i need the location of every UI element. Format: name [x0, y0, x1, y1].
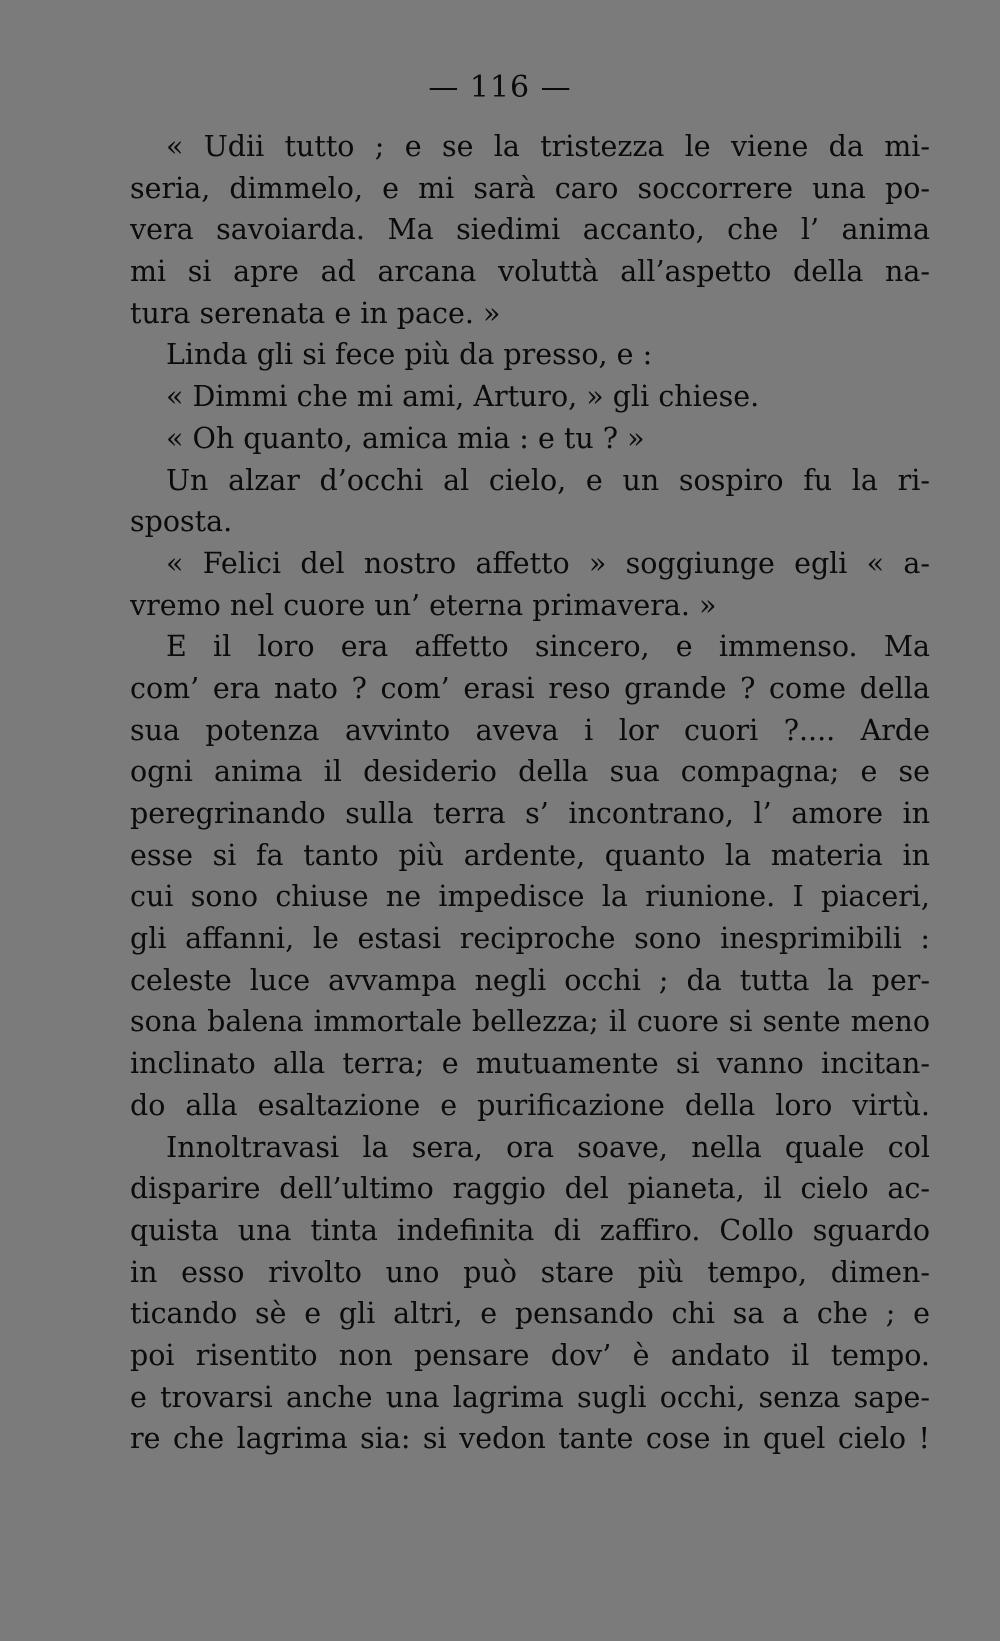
- text-line: sposta.: [130, 505, 233, 539]
- text-line: ticando sè e gli altri, e pensando chi sa a che ; e: [130, 1297, 930, 1331]
- body-text: [130, 126, 930, 1460]
- text-line: Linda gli si fece più da presso, e :: [166, 338, 653, 372]
- text-line: Innoltravasi la sera, ora soave, nella quale col: [166, 1130, 930, 1164]
- text-line: vremo nel cuore un’ eterna primavera. »: [130, 588, 717, 622]
- text-line: E il loro era affetto sincero, e immenso. Ma: [166, 630, 930, 664]
- page-number: — 116 —: [428, 70, 572, 105]
- text-line: com’ era nato ? com’ erasi reso grande ? come della: [130, 671, 930, 705]
- text-line: peregrinando sulla terra s’ incontrano, l’ amore in: [130, 797, 930, 830]
- text-line: vera savoiarda. Ma siedimi accanto, che l’ anima: [130, 213, 930, 247]
- text-line: « Udii tutto ; e se la tristezza le viene da mi-: [166, 130, 930, 163]
- text-line: « Felici del nostro affetto » soggiunge egli « a-: [166, 546, 930, 580]
- text-line: quista una tinta indefinita di zaffiro. Collo sguardo: [130, 1213, 930, 1247]
- text-line: sua potenza avvinto aveva i lor cuori ?.... Arde: [130, 713, 930, 747]
- text-line: sona balena immortale bellezza; il cuore si sente meno: [130, 1005, 930, 1039]
- text-line: celeste luce avvampa negli occhi ; da tutta la per-: [130, 963, 930, 997]
- text-line: Un alzar d’occhi al cielo, e un sospiro fu la ri-: [166, 463, 930, 497]
- text-line: gli affanni, le estasi reciproche sono inesprimibili :: [130, 922, 930, 956]
- text-line: « Oh quanto, amica mia : e tu ? »: [166, 421, 645, 455]
- text-line: disparire dell’ultimo raggio del pianeta, il cielo ac-: [130, 1172, 930, 1206]
- text-line: inclinato alla terra; e mutuamente si vanno incitan-: [130, 1047, 930, 1081]
- text-line: poi risentito non pensare dov’ è andato il tempo.: [130, 1338, 930, 1372]
- text-line: mi si apre ad arcana voluttà all’aspetto della na-: [130, 255, 930, 289]
- text-line: re che lagrima sia: si vedon tante cose in quel cielo !: [130, 1422, 930, 1456]
- text-line: cui sono chiuse ne impedisce la riunione. I piaceri,: [130, 880, 930, 914]
- text-line: ogni anima il desiderio della sua compagna; e se: [130, 755, 930, 789]
- text-line: do alla esaltazione e purificazione della loro virtù.: [130, 1088, 930, 1122]
- text-line: « Dimmi che mi ami, Arturo, » gli chiese.: [166, 380, 760, 414]
- text-line: seria, dimmelo, e mi sarà caro soccorrere una po-: [130, 171, 930, 205]
- text-line: in esso rivolto uno può stare più tempo, dimen-: [130, 1255, 930, 1289]
- text-line: e trovarsi anche una lagrima sugli occhi, senza sape-: [130, 1380, 930, 1414]
- text-line: esse si fa tanto più ardente, quanto la materia in: [130, 838, 930, 872]
- text-line: tura serenata e in pace. »: [130, 296, 501, 330]
